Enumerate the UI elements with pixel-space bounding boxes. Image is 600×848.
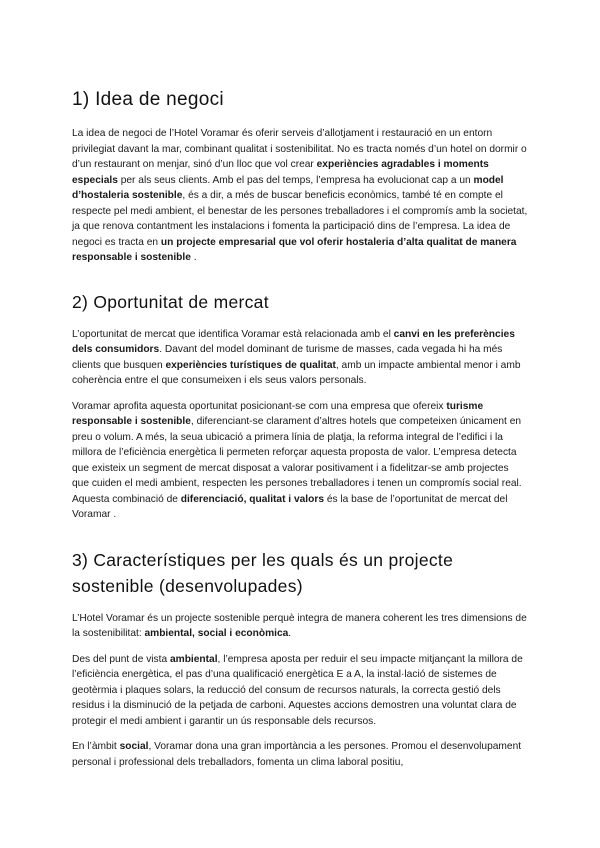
text-run: Voramar aprofita aquesta oportunitat posicionant-se com una empresa que ofereix [72,400,447,412]
bold-run: diferenciació, qualitat i valors [180,493,324,505]
text-run: En l’àmbit [72,741,120,752]
section-2-paragraph-1 [72,327,528,389]
bold-run: canvi en les preferències dels consumidors [72,328,515,355]
text-run: . [288,628,292,639]
text-run: Des del punt de vista [72,653,170,665]
section-2-heading: 2) Oportunitat de mercat [72,291,269,312]
section-3-paragraph-1 [72,611,528,642]
bold-run: experiències agradables i moments especials [72,159,489,186]
document-page [72,88,528,780]
text-run: per als seus clients. Amb el pas del temps, l’empresa ha evolucionat cap a un [117,174,474,186]
bold-run: social [119,741,149,752]
bold-run: model d’hostaleria sostenible [72,174,504,201]
text-run: , és a dir, a més de buscar beneficis econòmics, també té en compte el respecte pel medi ambient, el benestar de les persones treballadores i el compromís amb la societat, ja que renova contantment les instalacions i fomenta la participació dins de l’empresa. La idea de negoci es tracta en [72,190,528,248]
text-run: L’Hotel Voramar és un projecte sostenible perquè integra de manera coherent les tres dimensions de la sostenibilitat: [72,612,527,639]
section-1-paragraph-1 [72,126,528,266]
section-3-paragraph-3 [72,739,528,770]
text-run: , Voramar dona una gran importància a les persones. Promou el desenvolupament personal i professional dels treballadors, fomenta un clima laboral positiu, [72,741,522,768]
text-run: La idea de negoci de l’Hotel Voramar és oferir serveis d’allotjament i restauració en un entorn privilegiat davant la mar, combinant qualitat i sostenibilitat. No es tracta només d’un hotel on dormir o d’un restaurant on menjar, sinó d’un lloc que vol crear [72,128,527,170]
text-run: , amb un impacte ambiental menor i amb coherència entre el que consumeixen i els seus valors personals. [72,359,521,386]
section-3-heading: 3) Característiques per les quals és un projecte sostenible (desenvolupades) [72,549,454,596]
text-run: . [190,252,197,263]
text-run: és la base de l’oportunitat de mercat del Voramar . [72,493,508,520]
bold-run: ambiental [169,653,218,665]
text-run: . Davant del model dominant de turisme de masses, cada vegada hi ha més clients que busquen [72,344,503,371]
text-run: , l’empresa aposta per reduir el seu impacte mitjançant la millora de l’eficiència energètica, el pas d’una qualificació energètica E a A, la instal·lació de sistemes de geotèrmia i plaques solars, la reducció del consum de recursos naturals, la correcta gestió dels residus i la disminució de la petjada de carboni. Aquestes accions demostren una voluntat clara de protegir el medi ambient i garantir un ús responsable dels recursos. [72,653,523,727]
section-1-heading: 1) Idea de negoci [72,89,224,110]
bold-run: un projecte empresarial que vol oferir hostaleria d’alta qualitat de manera responsable i sostenible [72,236,517,263]
text-run: , diferenciant-se clarament d’altres hotels que competeixen únicament en preu o volum. A més, la seua ubicació a primera línia de platja, la reforma integral de l’edifici i la millora de l’eficiència energètica li permeten reforçar aquesta proposta de valor. L’empresa detecta que existeix un segment de mercat disposat a valorar positivament i a fidelitzar-se amb projectes que cuiden el medi ambient, respecten les persones treballadores i tenen un compromís social real. Aquesta combinació de [72,416,522,505]
section-2-paragraph-2 [72,399,528,523]
bold-run: turisme responsable i sostenible [72,400,484,427]
text-run: L’oportunitat de mercat que identifica Voramar està relacionada amb el [72,328,394,340]
bold-run: experiències turístiques de qualitat [165,359,336,371]
section-3-paragraph-2 [72,652,528,730]
bold-run: ambiental, social i econòmica [144,628,289,639]
